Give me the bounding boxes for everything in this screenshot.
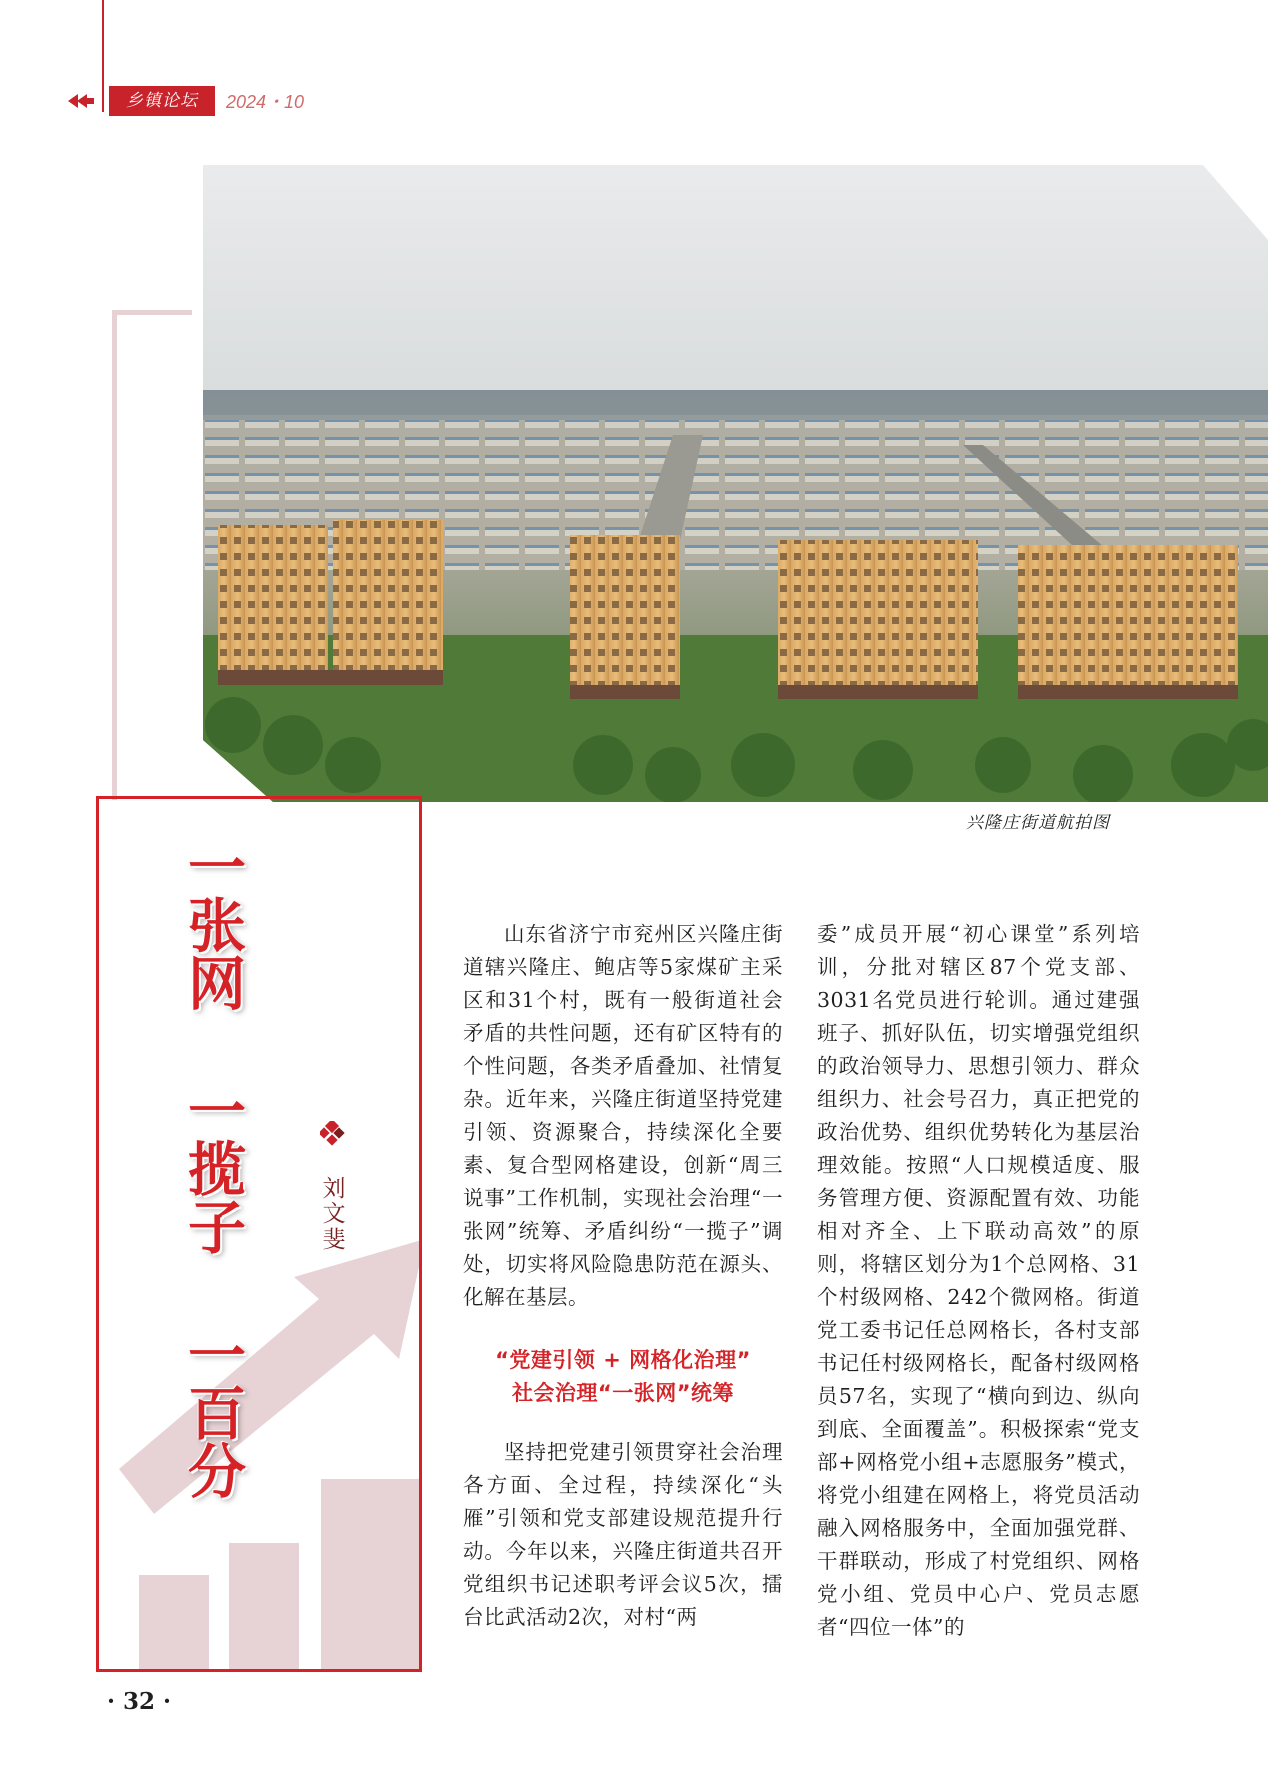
photo-caption: 兴隆庄街道航拍图 (966, 813, 1110, 833)
magazine-logo: 乡镇论坛 (109, 86, 215, 116)
title-segment: 一百分 (187, 1322, 246, 1506)
article-column-1 (463, 918, 783, 1634)
section-heading-line: 社会治理“一张网”统筹 (511, 1381, 735, 1405)
rising-bar-chart-decoration (99, 799, 422, 1672)
title-segment: 一揽子 (187, 1078, 246, 1262)
header-rule (102, 0, 104, 112)
title-panel (96, 796, 422, 1672)
page-number: · 32 · (107, 1688, 172, 1715)
article-title (179, 834, 255, 1506)
aerial-photo (203, 165, 1268, 802)
paragraph: 山东省济宁市兖州区兴隆庄街道辖兴隆庄、鲍店等5家煤矿主采区和31个村，既有一般街道社会矛盾的共性问题，还有矿区特有的个性问题，各类矛盾叠加、社情复杂。近年来，兴隆庄街道坚持党建引领、资源聚合，持续深化全要素、复合型网格建设，创新“周三说事”工作机制，实现社会治理“一张网”统筹、矛盾纠纷“一揽子”调处，切实将风险隐患防范在源头、化解在基层。 (463, 922, 783, 1309)
issue-date: 2024・10 (226, 92, 305, 112)
section-heading-line: “党建引领 + 网格化治理” (495, 1348, 751, 1372)
diamond-icon (320, 1121, 346, 1147)
double-chevron-left-icon (68, 92, 94, 110)
paragraph: 委”成员开展“初心课堂”系列培训，分批对辖区87个党支部、3031名党员进行轮训。通过建强班子、抓好队伍，切实增强党组织的政治领导力、思想引领力、群众组织力、社会号召力，真正把党的政治优势、组织优势转化为基层治理效能。按照“人口规模适度、服务管理方便、资源配置有效、功能相对齐全、上下联动高效”的原则，将辖区划分为1个总网格、31个村级网格、242个微网格。街道党工委书记任总网格长，各村支部书记任村级网格长，配备村级网格员57名，实现了“横向到边、纵向到底、全面覆盖”。积极探索“党支部+网格党小组+志愿服务”模式，将党小组建在网格上，将党员活动融入网格服务中，全面加强党群、干群联动，形成了村党组织、网格党小组、党员中心户、党员志愿者“四位一体”的 (817, 922, 1140, 1639)
article-column-2 (817, 918, 1140, 1644)
decorative-bracket (112, 310, 192, 800)
paragraph: 坚持把党建引领贯穿社会治理各方面、全过程，持续深化“头雁”引领和党支部建设规范提升行动。今年以来，兴隆庄街道共召开党组织书记述职考评会议5次，擂台比武活动2次，对村“两 (463, 1440, 783, 1629)
author-name: 刘文斐 (322, 1176, 346, 1253)
title-segment: 一张网 (187, 834, 246, 1018)
section-heading (463, 1344, 783, 1410)
